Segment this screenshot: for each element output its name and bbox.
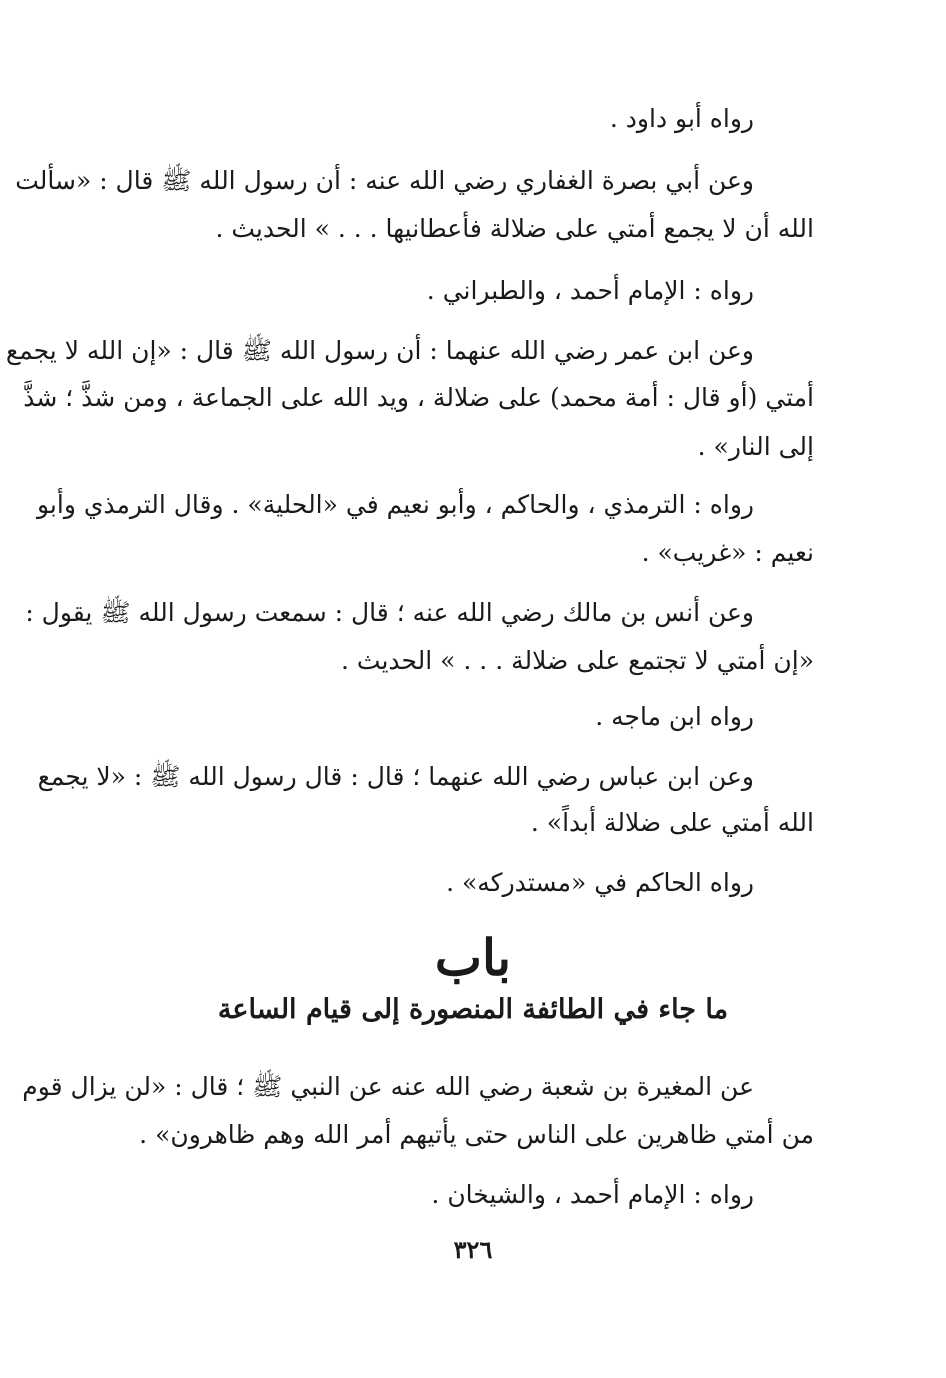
text-line: «إن أمتي لا تجتمع على ضلالة . . . » الحديث . bbox=[341, 646, 814, 675]
text-line: إلى النار» . bbox=[697, 432, 814, 461]
text-line: من أمتي ظاهرين على الناس حتى يأتيهم أمر الله وهم ظاهرون» . bbox=[139, 1120, 814, 1149]
text-line: رواه الحاكم في «مستدركه» . bbox=[446, 868, 754, 897]
text-line: نعيم : «غريب» . bbox=[641, 538, 814, 567]
text-line: عن المغيرة بن شعبة رضي الله عنه عن النبي ﷺ ؛ قال : «لن يزال قوم bbox=[22, 1072, 754, 1101]
text-line: الله أن لا يجمع أمتي على ضلالة فأعطانيها . . . » الحديث . bbox=[215, 214, 814, 243]
text-line: رواه : الإمام أحمد ، والطبراني . bbox=[426, 276, 754, 305]
text-line: رواه : الترمذي ، والحاكم ، وأبو نعيم في «الحلية» . وقال الترمذي وأبو bbox=[37, 490, 754, 519]
text-line: الله أمتي على ضلالة أبداً» . bbox=[530, 808, 814, 837]
chapter-heading: باب bbox=[434, 928, 512, 987]
chapter-subtitle: ما جاء في الطائفة المنصورة إلى قيام الساعة bbox=[217, 994, 729, 1025]
text-line: رواه : الإمام أحمد ، والشيخان . bbox=[431, 1180, 754, 1209]
text-line: وعن أبي بصرة الغفاري رضي الله عنه : أن رسول الله ﷺ قال : «سألت bbox=[15, 166, 754, 195]
text-line: رواه أبو داود . bbox=[609, 104, 754, 133]
text-line: وعن ابن عباس رضي الله عنهما ؛ قال : قال رسول الله ﷺ : «لا يجمع bbox=[37, 762, 754, 791]
text-line: رواه ابن ماجه . bbox=[595, 702, 754, 731]
text-line: أمتي (أو قال : أمة محمد) على ضلالة ، ويد الله على الجماعة ، ومن شذَّ ؛ شذَّ bbox=[23, 383, 814, 412]
text-line: وعن أنس بن مالك رضي الله عنه ؛ قال : سمعت رسول الله ﷺ يقول : bbox=[25, 598, 754, 627]
text-line: وعن ابن عمر رضي الله عنهما : أن رسول الله ﷺ قال : «إن الله لا يجمع bbox=[5, 336, 754, 365]
page-number: ٣٢٦ bbox=[453, 1235, 493, 1264]
